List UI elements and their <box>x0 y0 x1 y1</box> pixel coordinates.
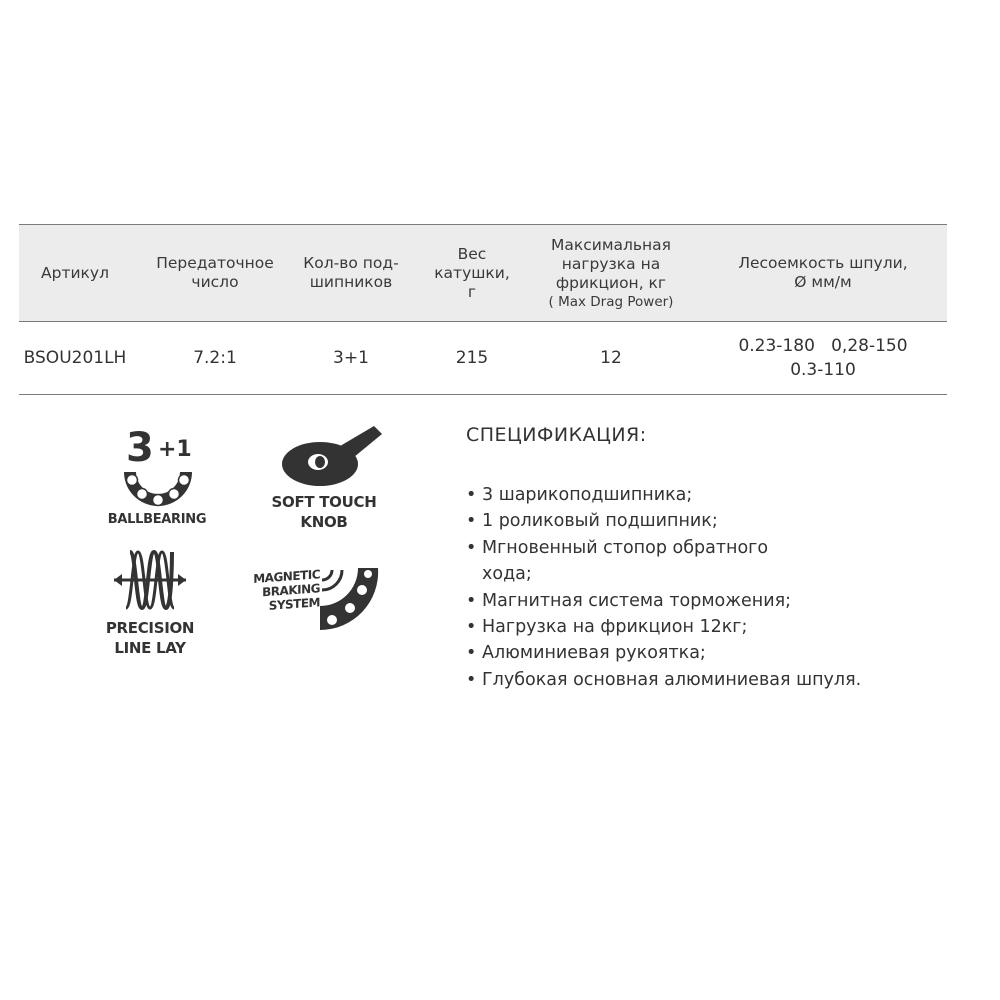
list-item: • Мгновенный стопор обратного <box>466 535 986 561</box>
list-item: • 3 шарикоподшипника; <box>466 482 986 508</box>
cell-line-capacity: 0.23-180 0,28-150 0.3-110 <box>738 336 908 380</box>
precision-label: PRECISION LINE LAY <box>105 619 195 657</box>
table-header-row <box>19 224 947 322</box>
cell-bearings: 3+1 <box>333 348 369 368</box>
cell-weight: 215 <box>455 348 489 368</box>
precision-badge <box>100 548 200 662</box>
spec-table <box>19 224 947 395</box>
list-item: • Магнитная система торможения; <box>466 588 986 614</box>
ballbearing-label: BALLBEARING <box>107 512 207 527</box>
list-item: • Алюминиевая рукоятка; <box>466 640 986 666</box>
spec-title: СПЕЦИФИКАЦИЯ: <box>466 424 647 446</box>
soft-touch-badge <box>266 424 382 534</box>
cell-max-drag: 12 <box>600 348 622 368</box>
bearing-plus: +1 <box>158 437 192 462</box>
knob-icon <box>278 424 382 488</box>
header-gear-ratio: Передаточное число <box>156 254 274 291</box>
header-bearings: Кол-во под- шипников <box>303 254 399 291</box>
table-row <box>19 322 947 395</box>
header-weight: Вес катушки, г <box>434 244 510 301</box>
header-max-drag: Максимальная нагрузка на фрикцион, кг ( Max Drag Power) <box>548 235 674 310</box>
header-article: Артикул <box>41 263 109 282</box>
bearing-count: 3 <box>126 425 154 471</box>
header-line-capacity: Лесоемкость шпули, Ø мм/м <box>738 254 908 291</box>
spec-list <box>466 482 986 693</box>
cell-article: BSOU201LH <box>23 348 127 368</box>
ballbearing-icon <box>120 466 196 516</box>
ballbearing-badge <box>104 424 214 534</box>
list-item-continuation: хода; <box>482 564 532 585</box>
line-lay-icon <box>110 548 190 612</box>
cell-gear-ratio: 7.2:1 <box>193 348 237 368</box>
list-item: • Глубокая основная алюминиевая шпуля. <box>466 667 986 693</box>
list-item: • Нагрузка на фрикцион 12кг; <box>466 614 986 640</box>
magnet-icon <box>318 566 380 632</box>
list-item: • 1 роликовый подшипник; <box>466 508 986 534</box>
magnetic-label: MAGNETIC BRAKING SYSTEM <box>253 567 320 613</box>
soft-touch-label: SOFT TOUCH KNOB <box>271 493 377 531</box>
magnetic-badge <box>240 566 380 636</box>
